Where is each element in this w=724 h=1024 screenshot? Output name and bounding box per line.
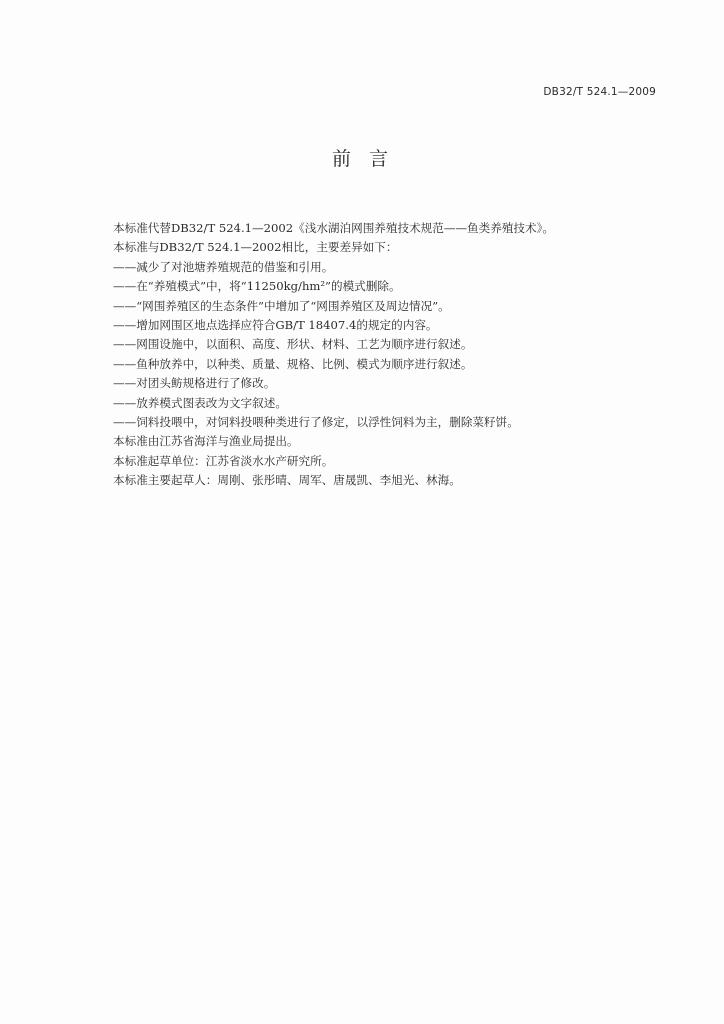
- foreword-body: [113, 219, 633, 491]
- list-item: ——放养模式图表改为文字叙述。: [113, 395, 287, 410]
- list-item: ——鱼种放养中，以种类、质量、规格、比例、模式为顺序进行叙述。: [113, 356, 473, 371]
- list-item: ——减少了对池塘养殖规范的借鉴和引用。: [113, 259, 334, 274]
- paragraph-drafting-unit: 本标准起草单位：江苏省淡水水产研究所。: [113, 453, 334, 468]
- document-number: DB32/T 524.1—2009: [543, 86, 656, 98]
- list-item: ——增加网围区地点选择应符合GB/T 18407.4的规定的内容。: [113, 318, 438, 333]
- paragraph-replaces: 本标准代替DB32/T 524.1—2002《浅水湖泊网围养殖技术规范——鱼类养殖技术》。: [113, 221, 555, 235]
- list-item: ——在“养殖模式”中，将“11250kg/hm²”的模式删除。: [113, 279, 401, 294]
- paragraph-drafters: 本标准主要起草人：周刚、张彤晴、周军、唐晟凯、李旭光、林海。: [113, 473, 461, 488]
- list-item: ——对团头鲂规格进行了修改。: [113, 376, 276, 391]
- list-item: ——“网围养殖区的生态条件”中增加了“网围养殖区及周边情况”。: [113, 298, 450, 313]
- list-item: ——饲料投喂中，对饲料投喂种类进行了修定，以浮性饲料为主，删除菜籽饼。: [113, 415, 519, 430]
- list-item: ——网围设施中，以面积、高度、形状、材料、工艺为顺序进行叙述。: [113, 337, 473, 352]
- paragraph-proposer: 本标准由江苏省海洋与渔业局提出。: [113, 434, 299, 449]
- paragraph-differences-intro: 本标准与DB32/T 524.1—2002相比，主要差异如下：: [113, 240, 398, 255]
- page-title: 前言: [331, 148, 406, 170]
